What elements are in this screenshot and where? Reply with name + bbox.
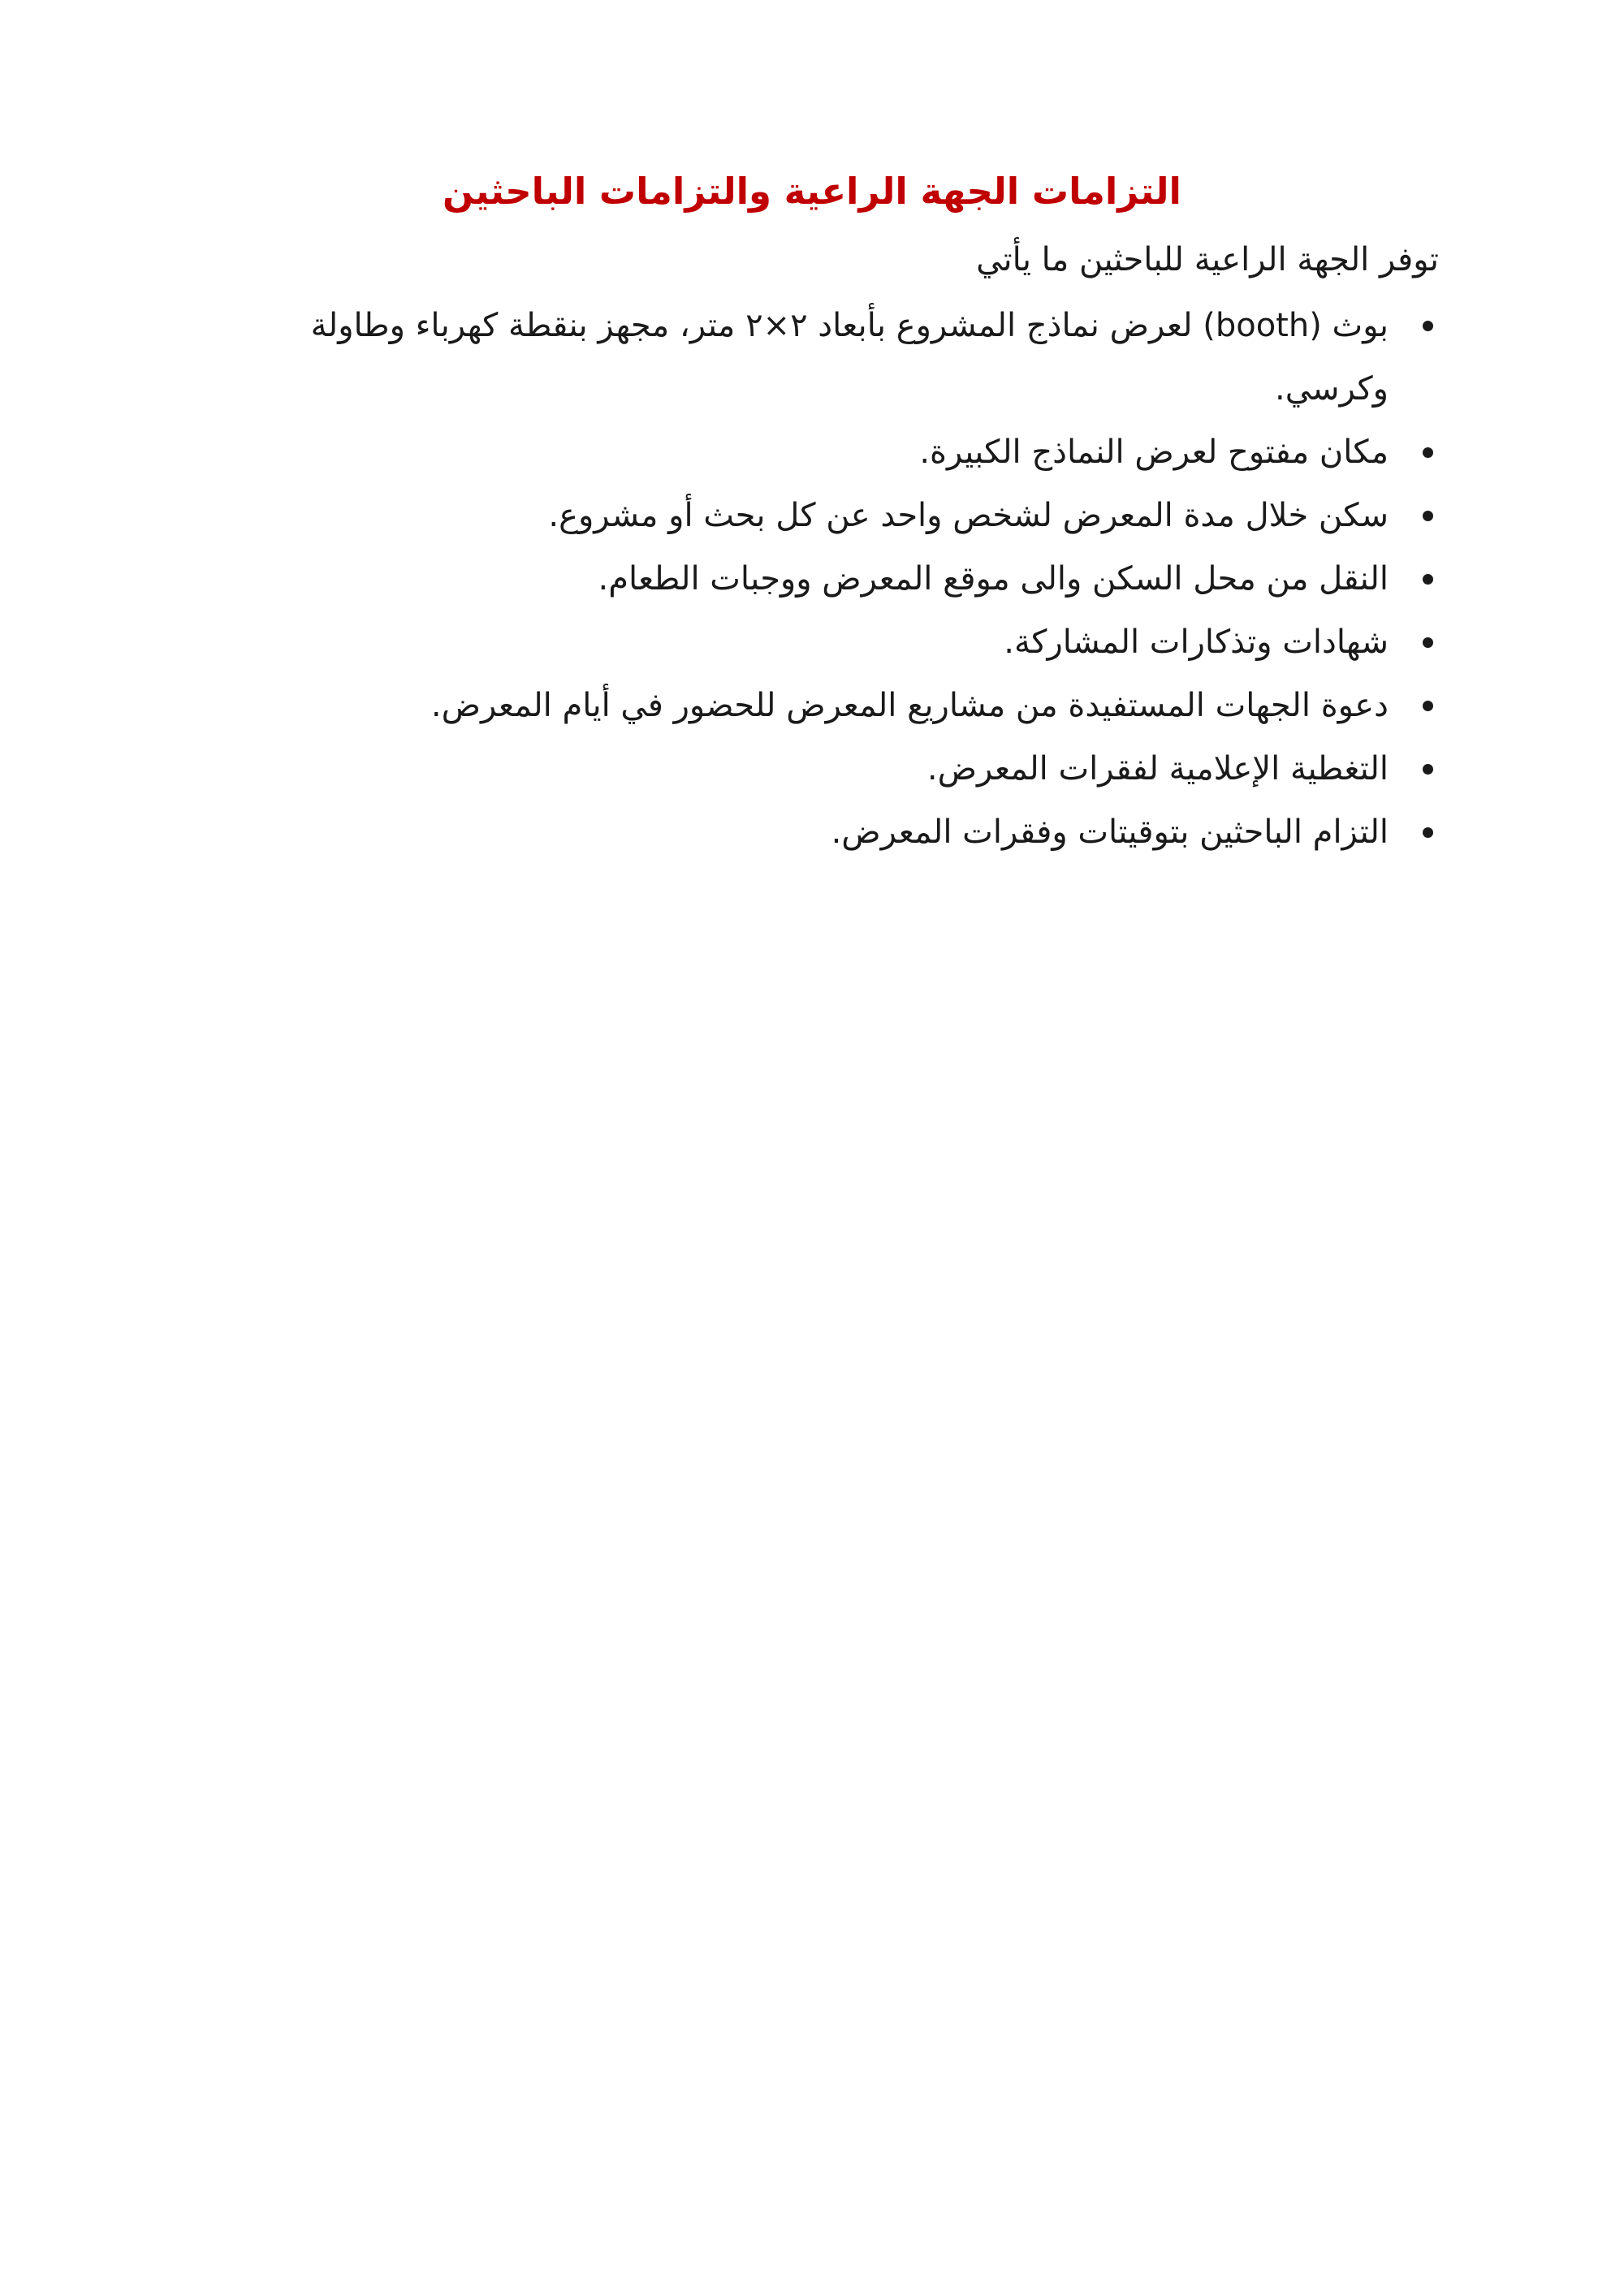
obligations-list — [195, 294, 1389, 864]
list-item-text: دعوة الجهات المستفيدة من مشاريع المعرض للحضور في أيام المعرض. — [430, 687, 1389, 724]
list-item-text: مكان مفتوح لعرض النماذج الكبيرة. — [919, 434, 1389, 471]
list-item-text: النقل من محل السكن والى موقع المعرض ووجبات الطعام. — [598, 560, 1389, 598]
list-item — [195, 801, 1389, 864]
list-item-text: شهادات وتذكارات المشاركة. — [1004, 624, 1389, 661]
bullet-icon — [1423, 511, 1433, 521]
list-item-text: التزام الباحثين بتوقيتات وفقرات المعرض. — [831, 814, 1389, 851]
bullet-icon — [1423, 701, 1433, 711]
bullet-icon — [1423, 637, 1433, 648]
bullet-icon — [1423, 764, 1433, 775]
list-item-text: التغطية الإعلامية لفقرات المعرض. — [926, 750, 1389, 788]
bullet-icon — [1423, 574, 1433, 585]
list-item — [195, 611, 1389, 674]
bullet-icon — [1423, 827, 1433, 838]
intro-text: توفر الجهة الراعية للباحثين ما يأتي — [976, 241, 1439, 278]
list-item — [195, 421, 1389, 484]
list-item-text: بوث (booth) لعرض نماذج المشروع بأبعاد ٢×٢ متر، مجهز بنقطة كهرباء وطاولة وكرسي. — [310, 307, 1389, 408]
section-title: التزامات الجهة الراعية والتزامات الباحثين — [443, 170, 1181, 213]
bullet-icon — [1423, 321, 1433, 331]
list-item — [195, 484, 1389, 547]
list-item — [195, 737, 1389, 801]
list-item — [195, 547, 1389, 611]
list-item — [195, 294, 1389, 421]
list-item-text: سكن خلال مدة المعرض لشخص واحد عن كل بحث أو مشروع. — [548, 497, 1389, 534]
list-item — [195, 674, 1389, 737]
bullet-icon — [1423, 447, 1433, 458]
